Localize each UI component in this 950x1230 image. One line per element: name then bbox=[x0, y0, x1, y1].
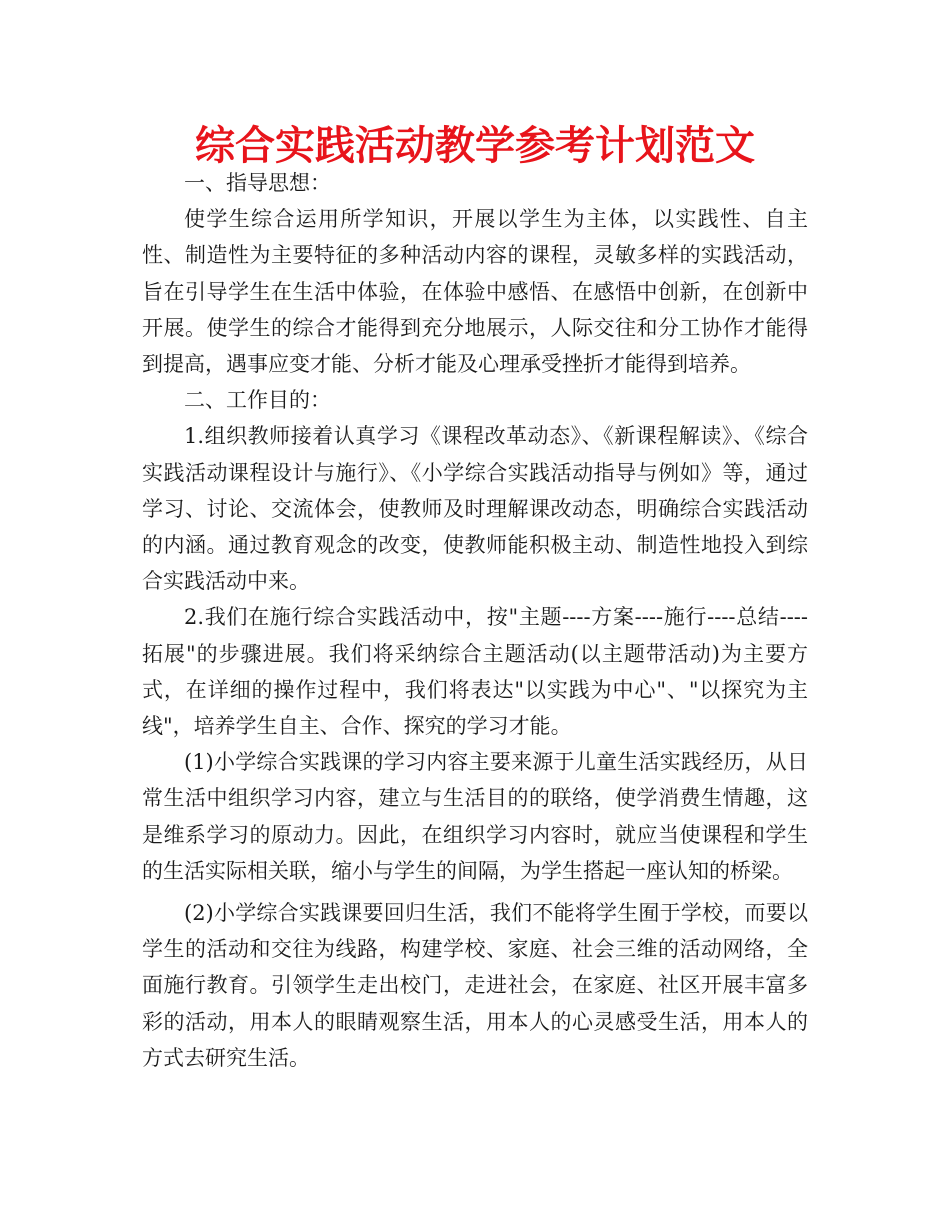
paragraph-subitem-1: (1)小学综合实践课的学习内容主要来源于儿童生活实践经历，从日常生活中组织学习内容，建立与生活目的的联络，使学消费生情趣，这是维系学习的原动力。因此，在组织学习内容时，就应当使课程和学生的生活实际相关联，缩小与学生的间隔，为学生搭起一座认知的桥梁。 bbox=[142, 750, 808, 883]
paragraph-subitem-2: (2)小学综合实践课要回归生活，我们不能将学生囿于学校，而要以学生的活动和交往为线路，构建学校、家庭、社会三维的活动网络，全面施行教育。引领学生走出校门，走进社会，在家庭、社区开展丰富多彩的活动，用本人的眼睛观察生活，用本人的心灵感受生活，用本人的方式去研究生活。 bbox=[142, 901, 808, 1070]
section-heading-work-goals: 二、工作目的： bbox=[184, 388, 331, 413]
document-body bbox=[142, 165, 808, 1076]
document-title: 综合实践活动教学参考计划范文 bbox=[195, 123, 755, 169]
paragraph-guiding-thought: 使学生综合运用所学知识，开展以学生为主体，以实践性、自主性、制造性为主要特征的多种活动内容的课程，灵敏多样的实践活动，旨在引导学生在生活中体验，在体验中感悟、在感悟中创新，在创新中开展。使学生的综合才能得到充分地展示，人际交往和分工协作才能得到提高，遇事应变才能、分析才能及心理承受挫折才能得到培养。 bbox=[142, 207, 808, 377]
paragraph-item-2: 2.我们在施行综合实践活动中，按"主题----方案----施行----总结----拓展"的步骤进展。我们将采纳综合主题活动(以主题带活动)为主要方式，在详细的操作过程中，我们将表达"以实践为中心"、"以探究为主线"，培养学生自主、合作、探究的学习才能。 bbox=[142, 605, 808, 739]
section-heading-guiding-thought: 一、指导思想： bbox=[184, 171, 331, 195]
paragraph-item-1: 1.组织教师接着认真学习《课程改革动态》、《新课程解读》、《综合实践活动课程设计与施行》、《小学综合实践活动指导与例如》等，通过学习、讨论、交流体会，使教师及时理解课改动态，明确综合实践活动的内涵。通过教育观念的改变，使教师能积极主动、制造性地投入到综合实践活动中来。 bbox=[142, 424, 808, 594]
